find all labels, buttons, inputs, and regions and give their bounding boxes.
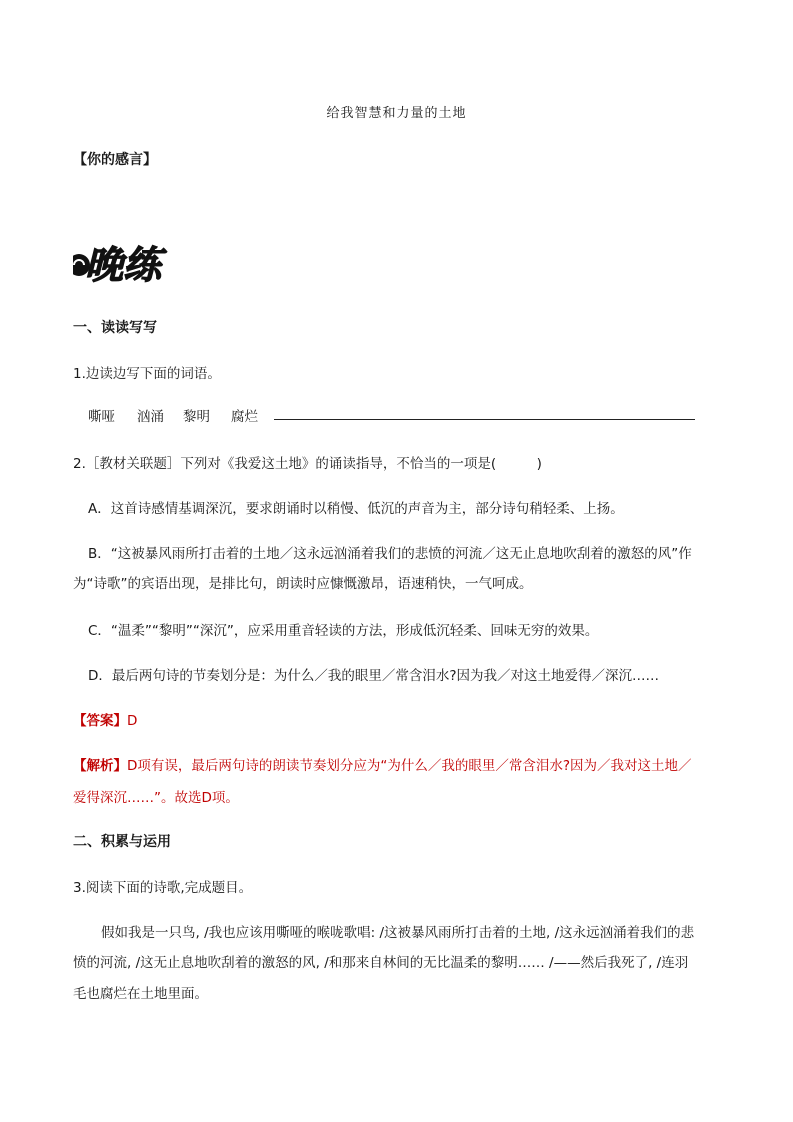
q1-stem: 1.边读边写下面的词语。 [73,366,221,382]
q2-option-d: D．最后两句诗的节奏划分是：为什么／我的眼里／常含泪水?因为我／对这土地爱得／深沉…… [88,668,660,684]
q2-option-a: A．这首诗感情基调深沉，要求朗诵时以稍慢、低沉的声音为主，部分诗句稍轻柔、上扬。 [88,501,624,517]
q3-stem: 3.阅读下面的诗歌,完成题目。 [73,880,253,896]
q2-option-b-line1: B．“这被暴风雨所打击着的土地／这永远汹涌着我们的悲愤的河流／这无止息地吹刮着的激怒的风”作 [88,546,692,562]
q3-poem-line1: 假如我是一只鸟, /我也应该用嘶哑的喉咙歌唱: /这被暴风雨所打击着的土地, /这永远汹涌着我们的悲 [101,925,695,941]
q2-analysis-line2: 爱得深沉……”。故选D项。 [73,790,239,806]
q2-stem: 2.［教材关联题］下列对《我爱这土地》的诵读指导，不恰当的一项是( ) [73,456,542,472]
q1-word-2: 汹涌 [137,409,164,425]
logo-text: 晚练 [84,243,162,287]
answer-blank-line [274,419,695,420]
analysis-text-1: D项有误，最后两句诗的朗读节奏划分应为“为什么／我的眼里／常含泪水?因为／我对这土地／ [127,758,692,774]
q1-word-3: 黎明 [183,409,210,425]
feeling-heading: 【你的感言】 [73,152,157,168]
q3-poem-line3: 毛也腐烂在土地里面。 [73,986,208,1002]
answer-value: D [127,713,138,729]
evening-practice-logo [73,238,171,288]
section-1-heading: 一、读读写写 [73,320,157,336]
q3-poem-line2: 愤的河流, /这无止息地吹刮着的激怒的风, /和那来自林间的无比温柔的黎明…… /——然后我死了, /连羽 [73,955,689,971]
q1-word-1: 嘶哑 [88,409,115,425]
answer-label: 【答案】 [73,713,127,729]
section-2-heading: 二、积累与运用 [73,834,171,850]
q1-word-4: 腐烂 [231,409,258,425]
document-title: 给我智慧和力量的土地 [326,106,467,121]
q2-answer [73,709,137,729]
analysis-label: 【解析】 [73,758,127,774]
q2-option-b-line2: 为“诗歌”的宾语出现，是排比句，朗读时应慷慨激昂，语速稍快，一气呵成。 [73,576,533,592]
q2-option-c: C．“温柔”“黎明”“深沉”，应采用重音轻读的方法，形成低沉轻柔、回味无穷的效果。 [88,623,599,639]
q2-analysis-line1 [73,754,692,774]
